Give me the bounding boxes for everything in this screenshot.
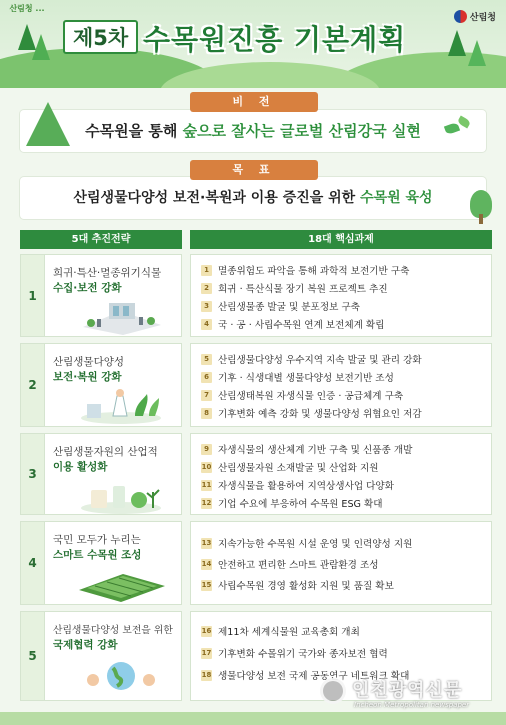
- strategy-title: 보전·복원 강화: [53, 371, 122, 383]
- vision-text: 수목원을 통해: [85, 122, 183, 140]
- goal-statement: [20, 177, 486, 219]
- task-text: 기후변화 수몰위기 국가와 종자보전 협력: [218, 649, 388, 660]
- smart-greenhouse-illustration: [73, 564, 169, 602]
- tree-icon: [32, 34, 50, 60]
- strategies-header: 5대 추진전략: [20, 230, 182, 249]
- tree-icon: [448, 30, 466, 56]
- task-number: 16: [201, 626, 212, 635]
- strategy-number: 5: [20, 611, 44, 701]
- task-text: 안전하고 편리한 스마트 관람환경 조성: [218, 560, 379, 571]
- task-item: [201, 557, 378, 571]
- task-text: 산림생물다양성 우수지역 지속 발굴 및 관리 강화: [218, 355, 422, 366]
- task-item: [201, 352, 422, 366]
- task-item: [201, 370, 394, 384]
- strategy-line1: 국민 모두가 누리는: [53, 534, 141, 546]
- strategy-line1: 산림생물자원의 산업적: [53, 446, 158, 458]
- task-item: [201, 624, 360, 638]
- task-item: [201, 646, 388, 660]
- page-title: 수목원진흥 기본계획: [143, 23, 407, 56]
- task-number: 3: [201, 301, 212, 312]
- vision-statement: [20, 110, 486, 152]
- strategy-number: 2: [20, 343, 44, 427]
- vision-highlight: 숲으로 잘사는 글로벌 산림강국 실현: [182, 122, 421, 140]
- task-item: [201, 281, 388, 295]
- header-banner: [0, 0, 506, 88]
- strategy-title: 국제협력 강화: [53, 639, 118, 651]
- task-text: 국 · 공 · 사립수목원 연계 보전체계 확립: [218, 320, 385, 331]
- task-text: 지속가능한 수목원 시설 운영 및 인력양성 지원: [218, 539, 413, 550]
- strategy-cell: [44, 433, 182, 515]
- task-text: 산림생물자원 소재발굴 및 산업화 지원: [218, 463, 379, 474]
- task-number: 18: [201, 670, 212, 679]
- strategy-title: 수집·보전 강화: [53, 282, 122, 294]
- strategy-line1: 산림생물다양성 보전을 위한: [53, 625, 173, 636]
- government-emblem-icon: [454, 10, 467, 23]
- vision-label: 비 전: [190, 92, 318, 112]
- task-item: [201, 263, 409, 277]
- edition-badge: [63, 20, 138, 54]
- task-text: 기업 수요에 부응하여 수목원 ESG 확대: [218, 499, 383, 510]
- tree-trunk: [479, 214, 483, 224]
- task-text: 희귀 · 특산식물 장기 복원 프로젝트 추진: [218, 284, 388, 295]
- task-number: 4: [201, 319, 212, 330]
- task-number: 17: [201, 648, 212, 657]
- task-item: [201, 406, 422, 420]
- plant-products-illustration: [73, 476, 169, 514]
- task-number: 9: [201, 444, 212, 455]
- task-number: 12: [201, 498, 212, 507]
- strategy-title: 스마트 수목원 조성: [53, 549, 142, 561]
- task-number: 8: [201, 408, 212, 419]
- strategy-line1: 산림생물다양성: [53, 356, 125, 368]
- task-cell: [190, 433, 492, 515]
- task-text: 기후변화 예측 강화 및 생물다양성 위협요인 저감: [218, 409, 422, 420]
- task-item: [201, 299, 360, 313]
- task-number: 11: [201, 480, 212, 489]
- strategy-line1: 희귀·특산·멸종위기식물: [53, 267, 162, 279]
- task-number: 15: [201, 580, 212, 589]
- task-number: 14: [201, 559, 212, 568]
- watermark-korean: 인천광역신문: [352, 680, 463, 701]
- task-text: 기후 · 식생대별 생물다양성 보전기반 조성: [218, 373, 394, 384]
- task-item: [201, 388, 403, 402]
- strategy-cell: [44, 254, 182, 337]
- newspaper-watermark: [320, 668, 504, 720]
- task-cell: [190, 254, 492, 337]
- task-text: 산림생물종 발굴 및 분포정보 구축: [218, 302, 360, 313]
- edition-label: 제5차: [73, 26, 129, 50]
- task-item: [201, 478, 394, 492]
- task-number: 6: [201, 372, 212, 383]
- greenhouse-lab-illustration: [73, 297, 169, 335]
- goal-highlight: 수목원 육성: [360, 190, 433, 206]
- globe-cooperation-illustration: [73, 654, 169, 692]
- agency-logo: [454, 10, 496, 23]
- strategy-cell: [44, 611, 182, 701]
- task-number: 7: [201, 390, 212, 401]
- task-number: 2: [201, 283, 212, 294]
- task-text: 멸종위험도 파악을 통해 과학적 보전기반 구축: [218, 266, 410, 277]
- task-text: 제11차 세계식물원 교육총회 개최: [218, 627, 360, 638]
- task-item: [201, 496, 383, 510]
- strategy-number: 1: [20, 254, 44, 337]
- tree-icon: [468, 40, 486, 66]
- mountain-icon: [26, 102, 70, 146]
- strategy-title: 이용 활성화: [53, 461, 108, 473]
- task-number: 1: [201, 265, 212, 276]
- task-item: [201, 536, 412, 550]
- watermark-logo-icon: [320, 678, 346, 704]
- task-item: [201, 442, 412, 456]
- task-text: 자생식물의 생산체계 기반 구축 및 신품종 개발: [218, 445, 413, 456]
- strategy-cell: [44, 521, 182, 605]
- strategy-number: 3: [20, 433, 44, 515]
- task-item: [201, 460, 378, 474]
- task-number: 13: [201, 538, 212, 547]
- task-text: 생물다양성 보전 국제 공동연구 네트워크 확대: [218, 671, 410, 682]
- task-text: 사립수목원 경영 활성화 지원 및 품질 확보: [218, 581, 394, 592]
- task-number: 5: [201, 354, 212, 365]
- task-item: [201, 578, 394, 592]
- researcher-plants-illustration: [73, 386, 169, 424]
- strategy-number: 4: [20, 521, 44, 605]
- goal-label: 목 표: [190, 160, 318, 180]
- task-cell: [190, 521, 492, 605]
- strategy-cell: [44, 343, 182, 427]
- watermark-english: Incheon Metropolitan newspaper: [354, 701, 470, 709]
- agency-name: 산림청: [469, 13, 496, 23]
- task-number: 10: [201, 462, 212, 471]
- task-text: 산림생태복원 자생식물 인증 · 공급체계 구축: [218, 391, 404, 402]
- corner-logo: 산림청 ...: [9, 4, 45, 13]
- task-cell: [190, 343, 492, 427]
- tasks-header: 18대 핵심과제: [190, 230, 492, 249]
- goal-text: 산림생물다양성 보전·복원과 이용 증진을 위한: [73, 190, 361, 206]
- task-item: [201, 317, 384, 331]
- task-text: 자생식물을 활용하여 지역상생사업 다양화: [218, 481, 394, 492]
